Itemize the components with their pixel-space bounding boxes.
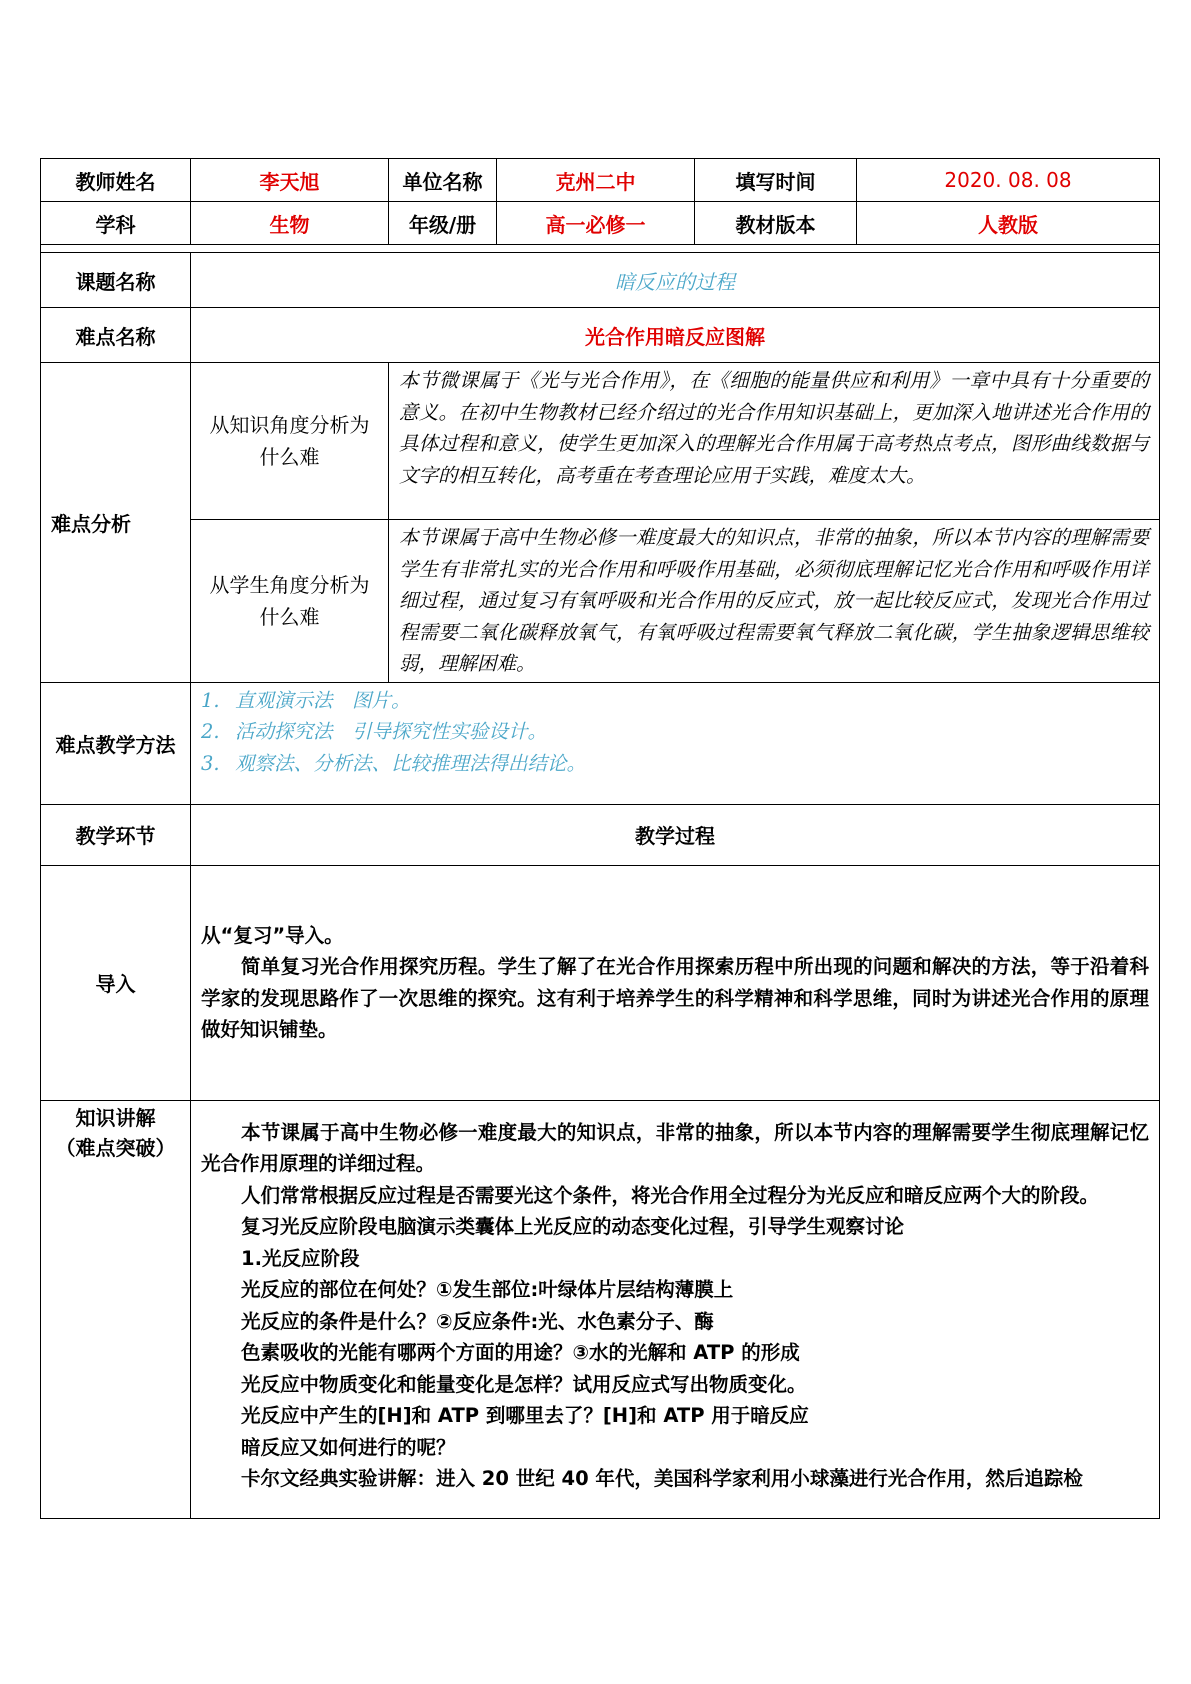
date-label: 填写时间 <box>695 159 857 202</box>
analysis-row-student <box>41 520 1160 683</box>
edition-value: 人教版 <box>857 202 1160 245</box>
edition-label: 教材版本 <box>695 202 857 245</box>
header-row-1 <box>41 159 1160 202</box>
lecture-line: 光反应中物质变化和能量变化是怎样？试用反应式写出物质变化。 <box>241 1372 807 1396</box>
process-stage-label: 教学环节 <box>41 804 191 865</box>
intro-content <box>191 865 1160 1100</box>
student-angle-label: 从学生角度分析为什么难 <box>191 520 389 683</box>
teacher-value: 李天旭 <box>191 159 389 202</box>
method-text: 观察法、分析法、比较推理法得出结论。 <box>235 751 587 775</box>
method-item <box>201 748 1149 780</box>
topic-row <box>41 253 1160 308</box>
knowledge-angle-label: 从知识角度分析为什么难 <box>191 363 389 520</box>
lecture-paragraph: 人们常常根据反应过程是否需要光这个条件，将光合作用全过程分为光反应和暗反应两个大的阶段。 <box>241 1183 1100 1207</box>
unit-label: 单位名称 <box>389 159 497 202</box>
process-header-row <box>41 804 1160 865</box>
methods-label: 难点教学方法 <box>41 682 191 804</box>
lecture-line: 1.光反应阶段 <box>241 1246 360 1270</box>
intro-line: 从“复习”导入。 <box>201 923 344 947</box>
method-number: 3. <box>201 751 220 775</box>
lecture-paragraph: 本节课属于高中生物必修一难度最大的知识点，非常的抽象，所以本节内容的理解需要学生彻底理解记忆光合作用原理的详细过程。 <box>201 1120 1149 1175</box>
methods-cell <box>191 682 1160 804</box>
student-angle-text: 本节课属于高中生物必修一难度最大的知识点，非常的抽象，所以本节内容的理解需要学生有非常扎实的光合作用和呼吸作用基础，必须彻底理解记忆光合作用和呼吸作用详细过程，通过复习有氧呼吸和光合作用的反应式，放一起比较反应式，发现光合作用过程需要二氧化碳释放氧气，有氧呼吸过程需要氧气释放二氧化碳，学生抽象逻辑思维较弱，理解困难。 <box>389 520 1160 683</box>
process-title: 教学过程 <box>191 804 1160 865</box>
subject-value: 生物 <box>191 202 389 245</box>
intro-paragraph: 简单复习光合作用探究历程。学生了解了在光合作用探索历程中所出现的问题和解决的方法，等于沿着科学家的发现思路作了一次思维的探究。这有利于培养学生的科学精神和科学思维，同时为讲述光合作用的原理做好知识铺垫。 <box>201 955 1149 1041</box>
grade-label: 年级/册 <box>389 202 497 245</box>
lecture-paragraph: 复习光反应阶段电脑演示类囊体上光反应的动态变化过程，引导学生观察讨论 <box>241 1215 905 1238</box>
lecture-label <box>41 1100 191 1518</box>
analysis-row-knowledge <box>41 363 1160 520</box>
lesson-plan-sheet <box>40 158 1159 1519</box>
subject-label: 学科 <box>41 202 191 245</box>
lecture-line: 光反应的条件是什么？②反应条件:光、水色素分子、酶 <box>241 1309 714 1333</box>
method-item <box>201 716 1149 748</box>
method-number: 1. <box>201 688 220 712</box>
lecture-content <box>191 1100 1160 1518</box>
difficulty-value: 光合作用暗反应图解 <box>191 308 1160 363</box>
knowledge-angle-text: 本节微课属于《光与光合作用》，在《细胞的能量供应和利用》一章中具有十分重要的意义。在初中生物教材已经介绍过的光合作用知识基础上，更加深入地讲述光合作用的具体过程和意义，使学生更加深入的理解光合作用属于高考热点考点，图形曲线数据与文字的相互转化，高考重在考查理论应用于实践，难度太大。 <box>389 363 1160 520</box>
methods-row <box>41 682 1160 804</box>
unit-value: 克州二中 <box>497 159 695 202</box>
intro-label: 导入 <box>41 865 191 1100</box>
teacher-label: 教师姓名 <box>41 159 191 202</box>
header-row-2 <box>41 202 1160 245</box>
lesson-plan-table <box>40 158 1160 1519</box>
lecture-line: 光反应中产生的[H]和 ATP 到哪里去了？[H]和 ATP 用于暗反应 <box>241 1404 809 1427</box>
methods-list <box>201 685 1149 780</box>
analysis-label: 难点分析 <box>41 363 191 683</box>
lecture-line: 色素吸收的光能有哪两个方面的用途？③水的光解和 ATP 的形成 <box>241 1341 800 1364</box>
difficulty-label: 难点名称 <box>41 308 191 363</box>
date-value: 2020. 08. 08 <box>857 159 1160 202</box>
spacer-row <box>41 245 1160 253</box>
difficulty-row <box>41 308 1160 363</box>
intro-row <box>41 865 1160 1100</box>
topic-value: 暗反应的过程 <box>191 253 1160 308</box>
spacer-cell <box>41 245 1160 253</box>
method-text: 活动探究法 引导探究性实验设计。 <box>235 720 548 743</box>
lecture-line: 暗反应又如何进行的呢？ <box>241 1435 456 1459</box>
topic-label: 课题名称 <box>41 253 191 308</box>
lecture-label-line1: 知识讲解 <box>75 1105 156 1130</box>
method-text: 直观演示法 图片。 <box>235 688 411 712</box>
lecture-line: 卡尔文经典实验讲解：进入 20 世纪 40 年代，美国科学家利用小球藻进行光合作用，然后追踪检 <box>241 1467 1083 1490</box>
method-number: 2. <box>201 720 220 743</box>
lecture-line: 光反应的部位在何处？①发生部位:叶绿体片层结构薄膜上 <box>241 1278 734 1301</box>
lecture-label-line2: （难点突破） <box>55 1135 176 1160</box>
grade-value: 高一必修一 <box>497 202 695 245</box>
method-item <box>201 685 1149 717</box>
lecture-row <box>41 1100 1160 1518</box>
